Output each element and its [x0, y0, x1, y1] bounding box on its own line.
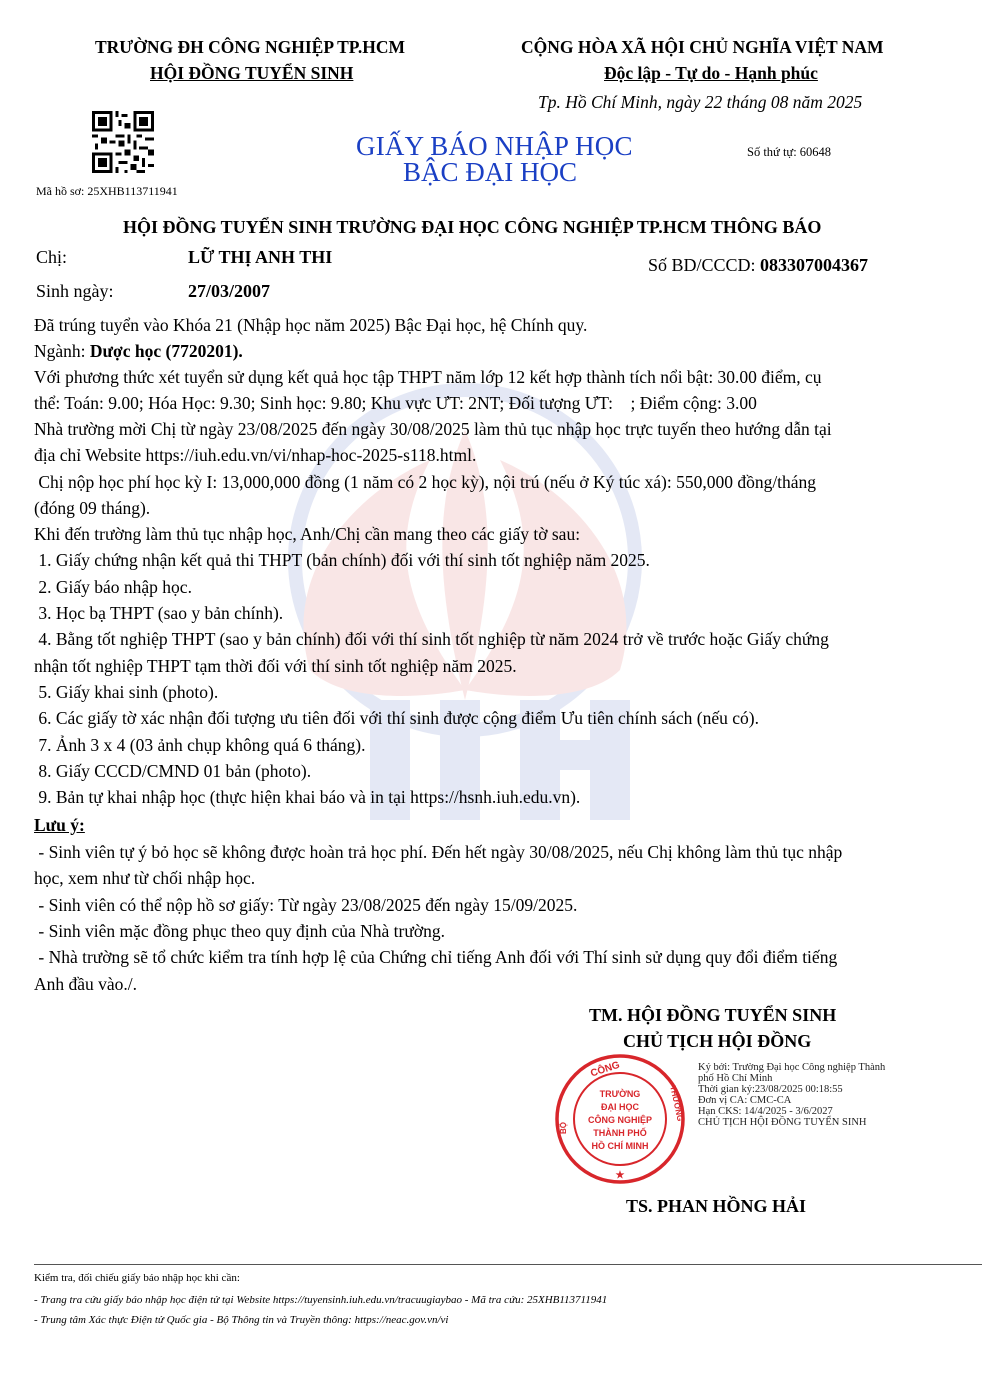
- digital-sig-4: Đơn vị CA: CMC-CA: [698, 1095, 792, 1106]
- docs-intro: Khi đến trường làm thủ tục nhập học, Anh/Chị cần mang theo các giấy tờ sau:: [34, 524, 581, 544]
- national-motto: Độc lập - Tự do - Hạnh phúc: [604, 63, 818, 83]
- seal-line-1: TRƯỜNG: [599, 1089, 641, 1099]
- major-value: Dược học (7720201).: [89, 341, 243, 361]
- doc-item-1: 1. Giấy chứng nhận kết quả thi THPT (bản chính) đối với thí sinh tốt nghiệp năm 2025.: [34, 550, 650, 570]
- official-seal-icon: [553, 1052, 687, 1186]
- seal-text-top: CÔNG: [589, 1059, 622, 1080]
- qr-code-icon: [92, 111, 154, 173]
- student-id: [648, 255, 868, 276]
- fee-line-2: (đóng 09 tháng).: [34, 498, 151, 518]
- method-line-2: thể: Toán: 9.00; Hóa Học: 9.30; Sinh học: 9.80; Khu vực ƯT: 2NT; Đối tượng ƯT: ; Điểm cộng: 3.00: [34, 393, 757, 413]
- method-line-1: Với phương thức xét tuyển sử dụng kết quả học tập THPT năm lớp 12 kết hợp thành tích nổi bật: 30.00 điểm, cụ: [34, 367, 822, 387]
- doc-item-7: 7. Ảnh 3 x 4 (03 ảnh chụp không quá 6 tháng).: [34, 735, 366, 755]
- note-4-cont: Anh đầu vào./.: [34, 974, 138, 994]
- record-code: Mã hồ sơ: 25XHB113711941: [36, 184, 178, 198]
- note-1-cont: học, xem như từ chối nhập học.: [34, 868, 256, 888]
- invite-line-2: địa chỉ Website https://iuh.edu.vn/vi/nhap-hoc-2025-s118.html.: [34, 445, 477, 465]
- seal-star: ★: [615, 1170, 625, 1181]
- seal-text-right: THƯƠNG: [668, 1084, 685, 1123]
- note-4: - Nhà trường sẽ tổ chức kiểm tra tính hợp lệ của Chứng chỉ tiếng Anh đối với Thí sinh sử dụng quy đổi điểm tiếng: [34, 947, 838, 967]
- seal-line-3: CÔNG NGHIỆP: [587, 1115, 653, 1125]
- footer-line-1: [34, 1294, 607, 1306]
- doc-item-5: 5. Giấy khai sinh (photo).: [34, 682, 219, 702]
- footer-check: Kiểm tra, đối chiếu giấy báo nhập học khi cần:: [34, 1272, 240, 1284]
- nation-name: CỘNG HÒA XÃ HỘI CHỦ NGHĨA VIỆT NAM: [521, 37, 884, 57]
- council-name: HỘI ĐỒNG TUYỂN SINH: [150, 63, 354, 83]
- document-subtitle: BẬC ĐẠI HỌC: [403, 157, 578, 187]
- fee-line-1: Chị nộp học phí học kỳ I: 13,000,000 đồng (1 năm có 2 học kỳ), nội trú (nếu ở Ký túc xá): 550,000 đồng/tháng: [34, 472, 817, 492]
- major-line: [34, 341, 243, 362]
- seal-text-left: BỘ: [559, 1122, 568, 1134]
- digital-sig-6: CHỦ TỊCH HỘI ĐỒNG TUYỂN SINH: [698, 1117, 867, 1128]
- doc-item-4-cont: nhận tốt nghiệp THPT tạm thời đối với thí sinh tốt nghiệp năm 2025.: [34, 656, 517, 676]
- doc-item-8: 8. Giấy CCCD/CMND 01 bản (photo).: [34, 761, 312, 781]
- footer-line-2: [34, 1314, 448, 1326]
- doc-item-2: 2. Giấy báo nhập học.: [34, 577, 192, 597]
- seal-line-5: HỒ CHÍ MINH: [591, 1141, 649, 1151]
- doc-item-3: 3. Học bạ THPT (sao y bản chính).: [34, 603, 284, 623]
- seal-line-4: THÀNH PHỐ: [593, 1128, 647, 1138]
- school-name: TRƯỜNG ĐH CÔNG NGHIỆP TP.HCM: [95, 37, 406, 57]
- doc-item-9: 9. Bản tự khai nhập học (thực hiện khai báo và in tại https://hsnh.iuh.edu.vn).: [34, 787, 581, 807]
- doc-item-6: 6. Các giấy tờ xác nhận đối tượng ưu tiên đối với thí sinh được cộng điểm Ưu tiên chính sách (nếu có).: [34, 708, 759, 728]
- dob-label: Sinh ngày:: [36, 281, 114, 301]
- document-title: GIẤY BÁO NHẬP HỌC: [356, 131, 633, 161]
- digital-sig-3: Thời gian ký:23/08/2025 00:18:55: [698, 1084, 843, 1095]
- doc-item-4: 4. Bằng tốt nghiệp THPT (sao y bản chính) đối với thí sinh tốt nghiệp từ năm 2024 trở về trước hoặc Giấy chứng: [34, 629, 829, 649]
- footer-line-1-text: - Trang tra cứu giấy báo nhập học điện tử tại Website https://tuyensinh.iuh.edu.vn/tracuugiaybao - Mã tra cứu: 25XHB113711941: [34, 1294, 608, 1306]
- place-date: Tp. Hồ Chí Minh, ngày 22 tháng 08 năm 2025: [538, 92, 863, 112]
- signer-name: TS. PHAN HỒNG HẢI: [626, 1196, 807, 1216]
- student-id-value: 083307004367: [760, 255, 869, 275]
- digital-sig-2: phố Hồ Chí Minh: [698, 1073, 773, 1084]
- serial-number: Số thứ tự: 60648: [747, 145, 832, 159]
- watermark-logo: [250, 370, 680, 840]
- signature-role: CHỦ TỊCH HỘI ĐỒNG: [623, 1031, 812, 1051]
- dob-value: 27/03/2007: [188, 281, 271, 301]
- admitted-text: Đã trúng tuyển vào Khóa 21 (Nhập học năm 2025) Bậc Đại học, hệ Chính quy.: [34, 315, 588, 335]
- seal-line-2: ĐẠI HỌC: [601, 1102, 639, 1112]
- student-id-label: Số BD/CCCD:: [648, 255, 756, 275]
- digital-sig-5: Hạn CKS: 14/4/2025 - 3/6/2027: [698, 1106, 833, 1117]
- signature-org: TM. HỘI ĐỒNG TUYỂN SINH: [589, 1005, 837, 1025]
- footer-divider: [34, 1264, 982, 1265]
- digital-sig-1: Ký bởi: Trường Đại học Công nghiệp Thành: [698, 1062, 886, 1073]
- major-label: Ngành:: [34, 341, 86, 361]
- student-title-label: Chị:: [36, 247, 68, 267]
- note-1: - Sinh viên tự ý bỏ học sẽ không được hoàn trả học phí. Đến hết ngày 30/08/2025, nếu Chị không làm thủ tục nhập: [34, 842, 843, 862]
- footer-line-2-text: - Trung tâm Xác thực Điện tử Quốc gia - Bộ Thông tin và Truyền thông: https://neac.gov.vn/vi: [34, 1314, 449, 1326]
- invite-line-1: Nhà trường mời Chị từ ngày 23/08/2025 đến ngày 30/08/2025 làm thủ tục nhập học trực tuyến theo hướng dẫn tại: [34, 419, 832, 439]
- announcement-heading: HỘI ĐỒNG TUYỂN SINH TRƯỜNG ĐẠI HỌC CÔNG NGHIỆP TP.HCM THÔNG BÁO: [123, 217, 822, 237]
- note-label: Lưu ý:: [34, 815, 85, 835]
- note-2: - Sinh viên có thể nộp hồ sơ giấy: Từ ngày 23/08/2025 đến ngày 15/09/2025.: [34, 895, 578, 915]
- note-3: - Sinh viên mặc đồng phục theo quy định của Nhà trường.: [34, 921, 445, 941]
- student-name: LỮ THỊ ANH THI: [188, 247, 333, 267]
